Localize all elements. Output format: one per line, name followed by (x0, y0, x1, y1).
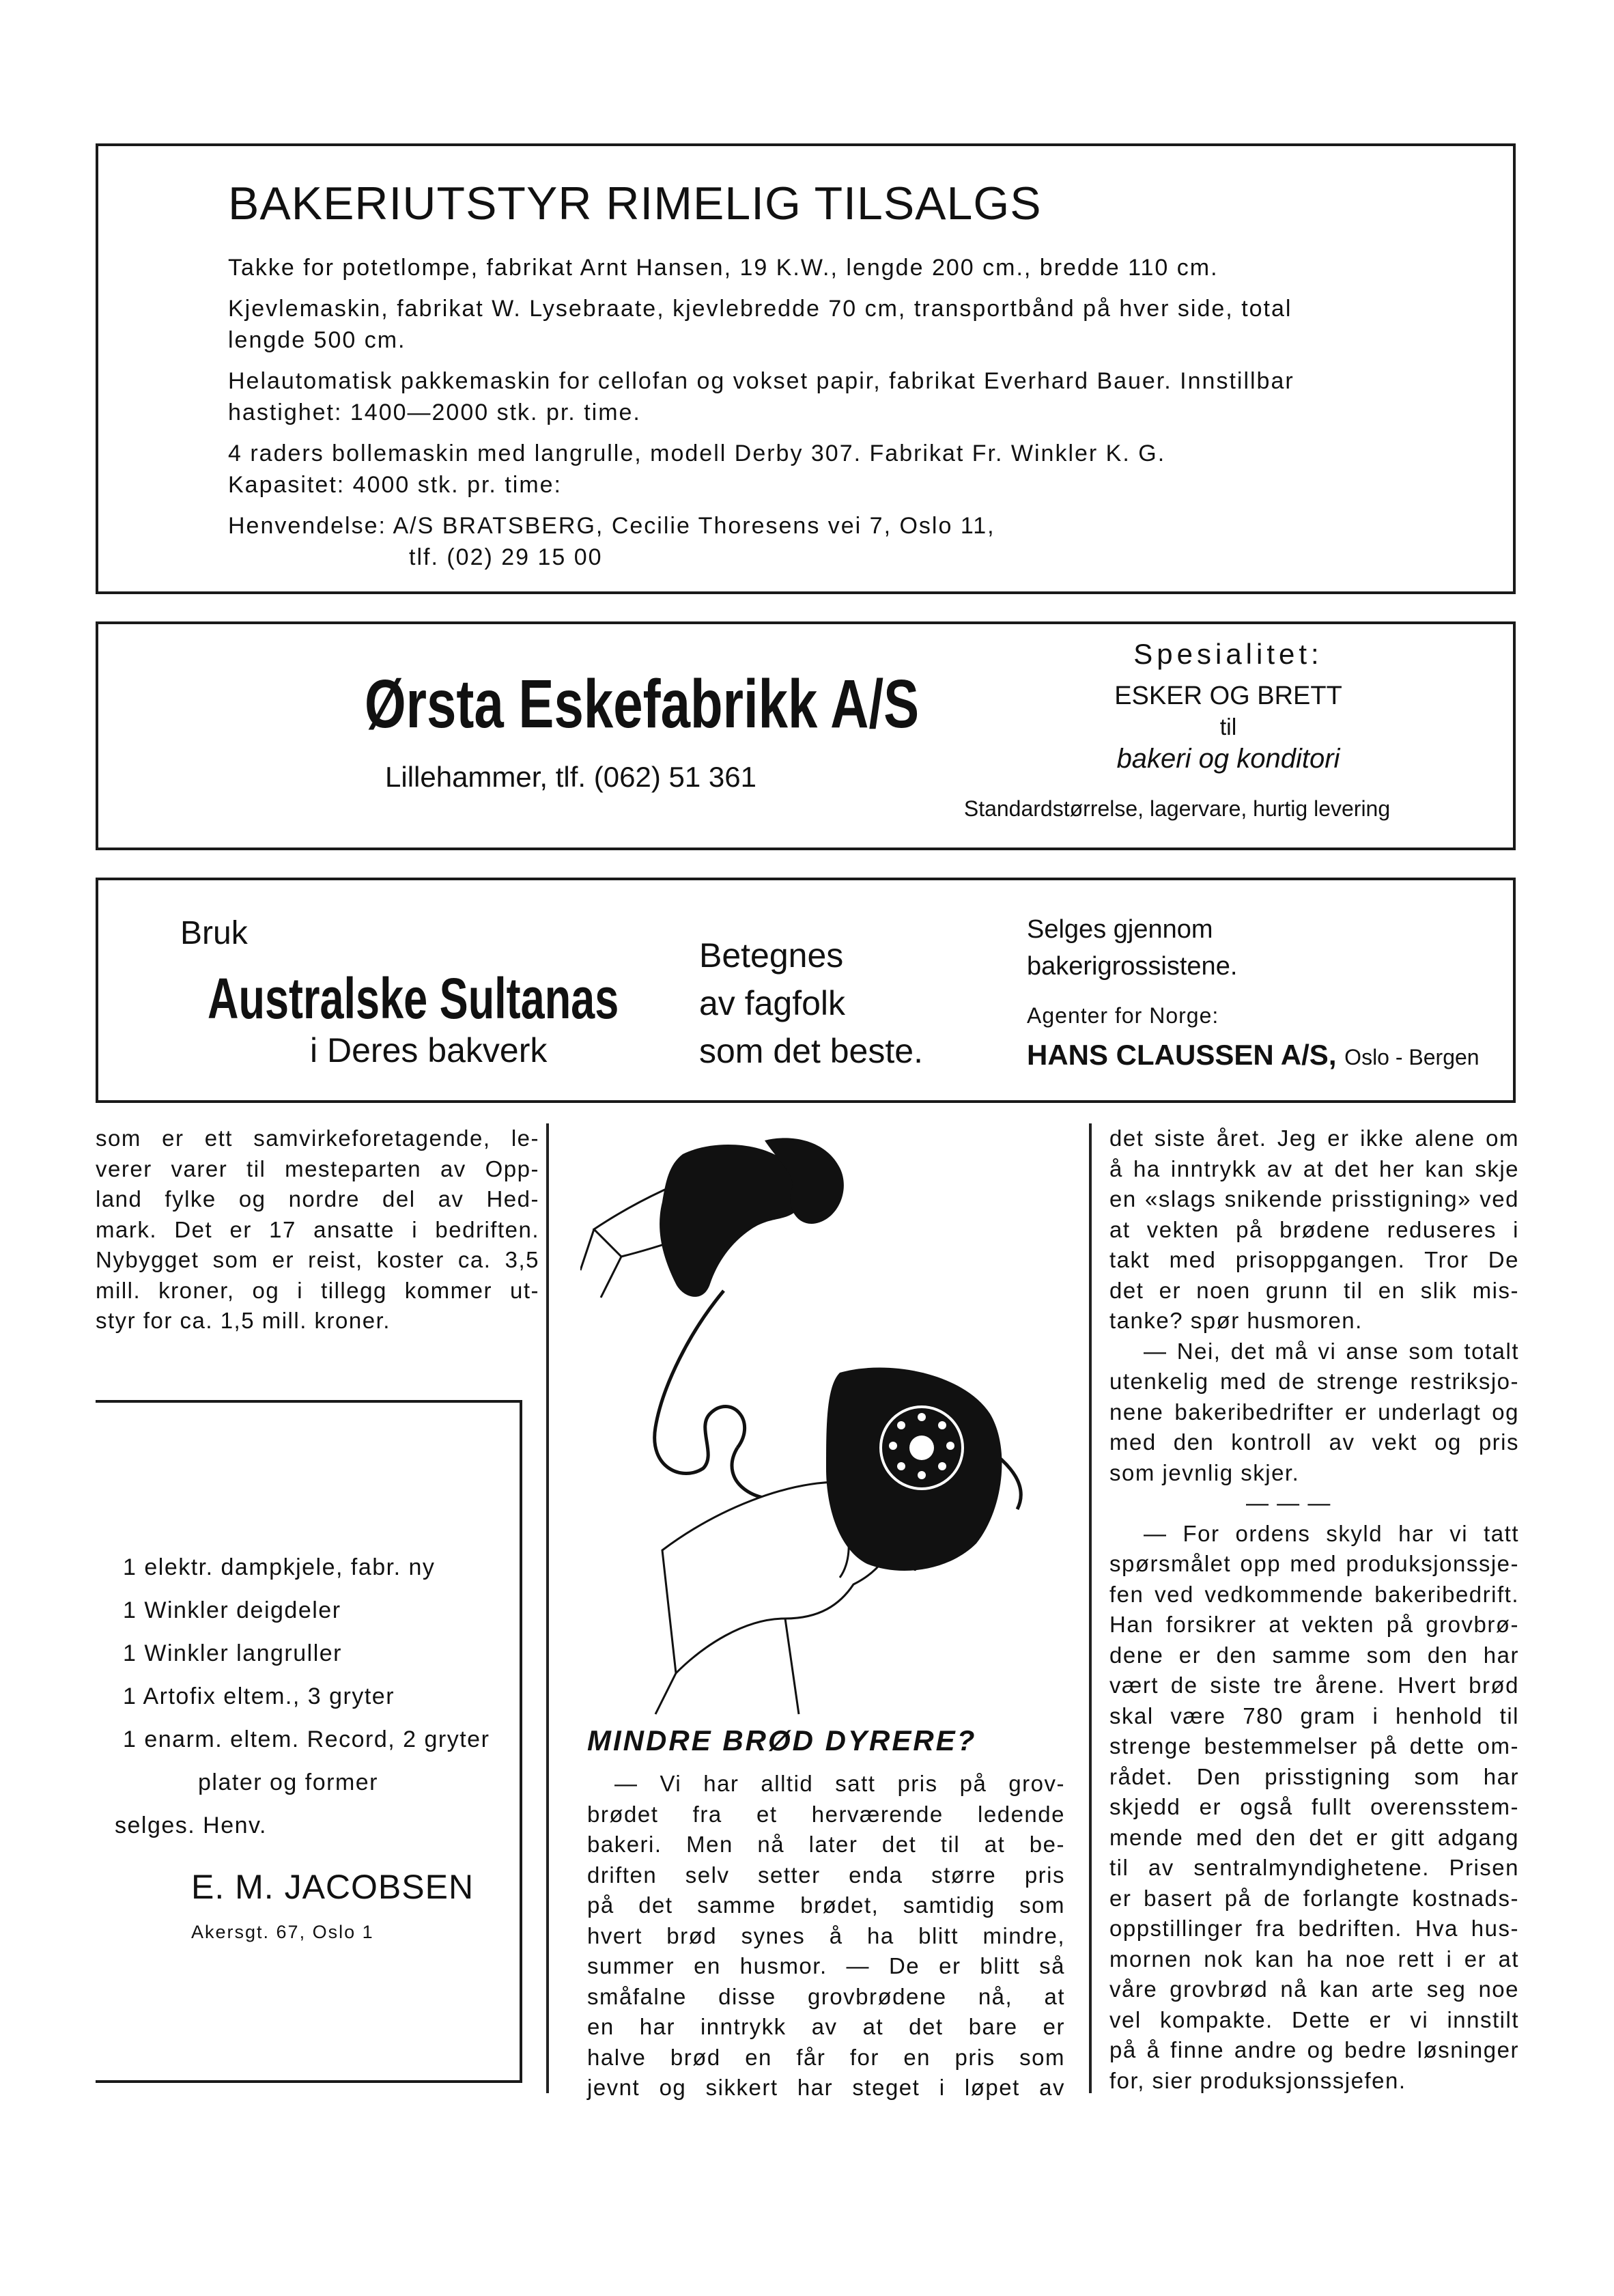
text-line: dene er den samme som den har (1109, 1642, 1519, 1668)
text-line: strenge bestemmelser på dette om- (1109, 1733, 1519, 1759)
list-item: selges. Henv. (115, 1812, 267, 1838)
list-item: 1 Artofix eltem., 3 gryter (123, 1683, 395, 1709)
ad-orsta (96, 621, 1516, 850)
list-item: 1 Winkler deigdeler (123, 1597, 341, 1623)
list-item: 1 enarm. eltem. Record, 2 gryter (123, 1726, 490, 1752)
ad-line: hastighet: 1400—2000 stk. pr. time. (228, 400, 641, 425)
text-line: småfalne disse grovbrødene nå, at (587, 1983, 1065, 2009)
ad-line: som det beste. (699, 1032, 923, 1070)
text-line: hvert brød synes å ha blitt mindre, (587, 1922, 1065, 1948)
ad-sultanas-product: Australske Sultanas (208, 966, 619, 1031)
text-line: som jevnlig skjer. (1109, 1459, 1300, 1485)
text-line: jevnt og sikkert har steget i løpet av (587, 2075, 1065, 2100)
text-line: en har inntrykk av at det bare er (587, 2014, 1065, 2039)
ad-line: 4 raders bollemaskin med langrulle, modell Derby 307. Fabrikat Fr. Winkler K. G. (228, 440, 1166, 466)
text-line: oppstillinger fra bedriften. Hva hus- (1109, 1916, 1519, 1941)
text-line: — For ordens skyld har vi tatt (1144, 1520, 1519, 1546)
text-line: halve brød en får for en pris som (587, 2044, 1065, 2070)
ad-line: Takke for potetlompe, fabrikat Arnt Hansen, 19 K.W., lengde 200 cm., bredde 110 cm. (228, 255, 1219, 281)
ad-orsta-specialty-label: Spesialitet: (1133, 638, 1323, 670)
ad-line: Betegnes (699, 936, 844, 975)
ad-orsta-product: ESKER OG BRETT (1114, 682, 1342, 710)
text-line: Nybygget som er reist, koster ca. 3,5 (96, 1247, 539, 1272)
ad-bakeriutstyr-body (228, 252, 1294, 573)
text-line: som er ett samvirkeforetagende, le- (96, 1125, 539, 1151)
article-headline: MINDRE BRØD DYRERE? (587, 1724, 977, 1756)
text-line: styr for ca. 1,5 mill. kroner. (96, 1308, 391, 1333)
text-line: til av sentralmyndighetene. Prisen (1109, 1855, 1519, 1880)
list-item: plater og former (198, 1769, 378, 1795)
text-line: skjedd er også fullt overensstem- (1109, 1794, 1519, 1819)
text-line: — Vi har alltid satt pris på grov- (614, 1771, 1065, 1796)
text-line: mark. Det er 17 ansatte i bedriften. (96, 1216, 539, 1242)
text-line: det siste året. Jeg er ikke alene om (1109, 1125, 1519, 1151)
text-line: at vekten på brødene reduseres i (1109, 1216, 1519, 1242)
ad-orsta-standard: Standardstørrelse, lagervare, hurtig levering (963, 796, 1391, 821)
ad-orsta-til: til (1219, 714, 1237, 740)
text-line: takt med prisoppgangen. Tror De (1109, 1247, 1519, 1272)
ad-sultanas-betegnes (699, 932, 923, 1075)
text-line: skal være 780 gram i henhold til (1109, 1703, 1519, 1728)
text-line: en «slags snikende prisstigning» ved (1109, 1186, 1519, 1212)
text-line: summer en husmor. — De er blitt så (587, 1953, 1065, 1978)
text-line: mill. kroner, og i tillegg kommer ut- (96, 1277, 539, 1303)
text-line: driften selv setter enda større pris (587, 1862, 1065, 1888)
ad-jacobsen-name: E. M. JACOBSEN (191, 1868, 475, 1906)
ad-bakeriutstyr-title: BAKERIUTSTYR RIMELIG TILSALGS (228, 178, 1042, 229)
article-column-3 (1109, 1123, 1519, 2096)
ad-sultanas-deres: i Deres bakverk (310, 1031, 548, 1069)
text-line: er basert på de forlangte kostnads- (1109, 1885, 1519, 1911)
text-line: — — — (1246, 1490, 1331, 1515)
ad-orsta-bakeri: bakeri og konditori (1116, 744, 1340, 774)
ad-sultanas-selges (1027, 911, 1237, 985)
text-line: verer varer til mesteparten av Opp- (96, 1156, 539, 1181)
text-line: det er noen grunn til en slik mis- (1109, 1277, 1519, 1303)
ad-sultanas-agent (1027, 1039, 1480, 1072)
column-divider (1089, 1123, 1092, 2093)
ad-sultanas-agent-name: HANS CLAUSSEN A/S, (1027, 1039, 1337, 1071)
text-line: mende med den det er gitt adgang (1109, 1824, 1519, 1850)
text-line: å ha inntrykk av at det her kan skje (1109, 1156, 1519, 1181)
ad-line: Selges gjennom (1027, 915, 1213, 944)
text-line: utenkelig med de strenge restriksjo- (1109, 1369, 1519, 1394)
ad-sultanas-bruk: Bruk (180, 915, 248, 951)
ad-sultanas (96, 878, 1516, 1103)
ad-line: Kapasitet: 4000 stk. pr. time: (228, 472, 563, 498)
text-line: vel kompakte. Dette er vi innstilt (1109, 2006, 1519, 2032)
text-line: på det samme brødet, samtidig som (587, 1892, 1065, 1918)
ad-sultanas-agent-label: Agenter for Norge: (1027, 1003, 1219, 1028)
ad-line: lengde 500 cm. (228, 327, 406, 353)
text-line: mornen nok kan ha noe rett i er at (1109, 1946, 1519, 1972)
text-line: — Nei, det må vi anse som totalt (1144, 1338, 1519, 1364)
text-line: vært de siste tre årene. Hvert brød (1109, 1672, 1519, 1698)
ad-orsta-location: Lillehammer, tlf. (062) 51 361 (385, 761, 756, 793)
list-item: 1 elektr. dampkjele, fabr. ny (123, 1554, 436, 1580)
ad-orsta-name: Ørsta Eskefabrikk A/S (365, 666, 920, 742)
list-item: 1 Winkler langruller (123, 1640, 342, 1666)
ad-orsta-products (1006, 680, 1450, 774)
text-line: Han forsikrer at vekten på grovbrø- (1109, 1612, 1519, 1637)
text-line: for, sier produksjonssjefen. (1109, 2067, 1406, 2093)
ad-jacobsen (96, 1400, 522, 2083)
ad-line: Henvendelse: A/S BRATSBERG, Cecilie Thoresens vei 7, Oslo 11, (228, 513, 995, 539)
article-column-2 (587, 1769, 1065, 2103)
text-line: med den kontroll av vekt og pris (1109, 1429, 1519, 1455)
ad-sultanas-agent-city: Oslo - Bergen (1344, 1045, 1480, 1069)
ad-line: bakerigrossistene. (1027, 952, 1238, 981)
text-line: spørsmålet opp med produksjonssje- (1109, 1551, 1519, 1576)
article-column-1 (96, 1123, 539, 1336)
ad-line: av fagfolk (699, 984, 846, 1022)
ad-jacobsen-address: Akersgt. 67, Oslo 1 (191, 1922, 374, 1942)
text-line: våre grovbrød nå kan arte seg noe (1109, 1976, 1519, 2002)
ad-bakeriutstyr (96, 143, 1516, 594)
ad-line: tlf. (02) 29 15 00 (409, 544, 603, 570)
text-line: bakeri. Men nå later det til at be- (587, 1832, 1065, 1857)
text-line: brødet fra et herværende ledende (587, 1801, 1065, 1827)
text-line: på å finne andre og bedre løsninger (1109, 2037, 1519, 2062)
text-line: rådet. Den prisstigning som har (1109, 1763, 1519, 1789)
ad-jacobsen-list (115, 1546, 490, 1847)
text-line: nene bakeribedrifter er underlagt og (1109, 1399, 1519, 1425)
text-line: tanke? spør husmoren. (1109, 1308, 1363, 1333)
ad-line: Helautomatisk pakkemaskin for cellofan og vokset papir, fabrikat Everhard Bauer. Innstillbar (228, 368, 1294, 394)
column-divider (546, 1123, 549, 2093)
telephone-hands-illustration (580, 1127, 1058, 1721)
text-line: fen ved vedkommende bakeribedrift. (1109, 1581, 1519, 1607)
ad-line: Kjevlemaskin, fabrikat W. Lysebraate, kjevlebredde 70 cm, transportbånd på hver side, total (228, 296, 1292, 322)
text-line: land fylke og nordre del av Hed- (96, 1186, 539, 1212)
